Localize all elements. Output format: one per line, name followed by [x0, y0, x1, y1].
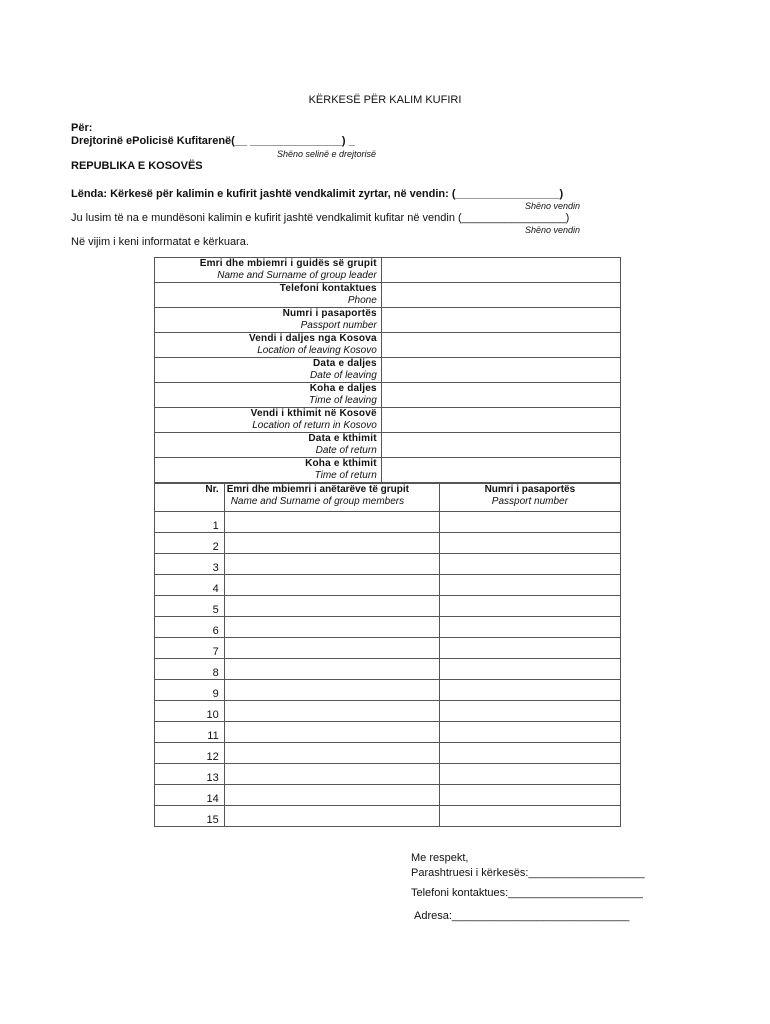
- member-row-number: 4: [155, 575, 225, 596]
- info-label-sq: Koha e kthimit: [305, 458, 377, 469]
- info-label-en: Passport number: [300, 320, 377, 331]
- directorate-line: Drejtorinë ePolicisë Kufitarenë(__ _______________) _: [71, 135, 355, 147]
- info-value-field[interactable]: [381, 358, 620, 383]
- info-row-label: [155, 458, 382, 483]
- member-name-field[interactable]: [224, 638, 439, 659]
- member-row: [155, 554, 621, 575]
- member-row-number: 3: [155, 554, 225, 575]
- member-row-number: 2: [155, 533, 225, 554]
- member-row: [155, 638, 621, 659]
- col-name-label-en: Name and Surname of group members: [230, 496, 405, 507]
- member-passport-field[interactable]: [439, 680, 620, 701]
- member-passport-field[interactable]: [439, 764, 620, 785]
- info-row-label: [155, 433, 382, 458]
- info-label-en: Date of return: [315, 445, 377, 456]
- info-label-en: Time of leaving: [309, 395, 377, 406]
- member-passport-field[interactable]: [439, 638, 620, 659]
- subject-note: Shëno vendin: [525, 201, 581, 211]
- phone-line: Telefoni kontaktues:______________________: [411, 887, 643, 899]
- intro-text: Në vijim i keni informatat e kërkuara.: [71, 236, 249, 248]
- member-row: [155, 575, 621, 596]
- info-row-label: [155, 308, 382, 333]
- info-row-label: [155, 258, 382, 283]
- group-info-table: [154, 257, 621, 483]
- info-value-field[interactable]: [381, 408, 620, 433]
- info-value-field[interactable]: [381, 283, 620, 308]
- info-value-field[interactable]: [381, 333, 620, 358]
- info-row: [155, 383, 621, 408]
- member-name-field[interactable]: [224, 701, 439, 722]
- member-row-number: 8: [155, 659, 225, 680]
- members-table-header: [155, 484, 621, 512]
- member-name-field[interactable]: [224, 806, 439, 827]
- per-label: Për:: [71, 122, 93, 134]
- subject-line: Lënda: Kërkesë për kalimin e kufirit jashtë vendkalimit zyrtar, në vendin: (_________________): [71, 188, 564, 200]
- member-row: [155, 617, 621, 638]
- member-row: [155, 785, 621, 806]
- member-row-number: 13: [155, 764, 225, 785]
- member-name-field[interactable]: [224, 785, 439, 806]
- info-value-field[interactable]: [381, 258, 620, 283]
- member-row: [155, 680, 621, 701]
- info-label-en: Phone: [347, 295, 377, 306]
- request-line: Ju lusim të na e mundësoni kalimin e kufirit jashtë vendkalimit kufitar në vendin (_________________): [71, 212, 570, 224]
- info-label-sq: Koha e daljes: [309, 383, 377, 394]
- info-label-sq: Data e kthimit: [308, 433, 377, 444]
- member-row: [155, 512, 621, 533]
- info-value-field[interactable]: [381, 383, 620, 408]
- member-name-field[interactable]: [224, 764, 439, 785]
- info-label-en: Date of leaving: [310, 370, 377, 381]
- info-label-en: Time of return: [314, 470, 377, 481]
- col-pass-label-en: Passport number: [491, 496, 568, 507]
- republic-label: REPUBLIKA E KOSOVËS: [71, 160, 203, 172]
- member-passport-field[interactable]: [439, 617, 620, 638]
- document-title: KËRKESË PËR KALIM KUFIRI: [308, 94, 462, 106]
- col-pass-label-sq: Numri i pasaportës: [484, 484, 576, 495]
- member-name-field[interactable]: [224, 659, 439, 680]
- member-row-number: 7: [155, 638, 225, 659]
- col-name-label-sq: Emri dhe mbiemri i anëtarëve të grupit: [226, 484, 409, 495]
- member-row-number: 10: [155, 701, 225, 722]
- member-row: [155, 743, 621, 764]
- info-row: [155, 283, 621, 308]
- member-name-field[interactable]: [224, 722, 439, 743]
- col-pass-header: [439, 484, 620, 512]
- info-row-label: [155, 383, 382, 408]
- member-row: [155, 596, 621, 617]
- member-passport-field[interactable]: [439, 533, 620, 554]
- member-passport-field[interactable]: [439, 722, 620, 743]
- member-row-number: 5: [155, 596, 225, 617]
- info-row: [155, 358, 621, 383]
- info-row: [155, 408, 621, 433]
- member-row-number: 9: [155, 680, 225, 701]
- col-nr-label: Nr.: [205, 484, 219, 495]
- member-passport-field[interactable]: [439, 659, 620, 680]
- member-passport-field[interactable]: [439, 596, 620, 617]
- info-row: [155, 258, 621, 283]
- member-passport-field[interactable]: [439, 554, 620, 575]
- member-name-field[interactable]: [224, 743, 439, 764]
- member-name-field[interactable]: [224, 533, 439, 554]
- info-label-sq: Telefoni kontaktues: [279, 283, 377, 294]
- info-label-en: Name and Surname of group leader: [217, 270, 377, 281]
- member-row: [155, 533, 621, 554]
- member-name-field[interactable]: [224, 680, 439, 701]
- applicant-line: Parashtruesi i kërkesës:___________________: [411, 867, 645, 879]
- info-row-label: [155, 333, 382, 358]
- info-value-field[interactable]: [381, 308, 620, 333]
- member-passport-field[interactable]: [439, 575, 620, 596]
- member-row-number: 12: [155, 743, 225, 764]
- info-row: [155, 433, 621, 458]
- member-row-number: 11: [155, 722, 225, 743]
- member-row: [155, 806, 621, 827]
- info-label-en: Location of leaving Kosovo: [257, 345, 377, 356]
- member-name-field[interactable]: [224, 575, 439, 596]
- address-line: Adresa:_____________________________: [414, 910, 630, 922]
- directorate-note: Shëno selinë e drejtorisë: [277, 149, 377, 159]
- info-label-sq: Numri i pasaportës: [282, 308, 377, 319]
- member-row-number: 15: [155, 806, 225, 827]
- member-passport-field[interactable]: [439, 806, 620, 827]
- request-note: Shëno vendin: [525, 225, 581, 235]
- col-nr-header: [155, 484, 225, 512]
- info-label-sq: Vendi i daljes nga Kosova: [248, 333, 377, 344]
- info-row-label: [155, 358, 382, 383]
- member-row: [155, 701, 621, 722]
- member-name-field[interactable]: [224, 554, 439, 575]
- info-label-en: Location of return in Kosovo: [252, 420, 377, 431]
- info-row: [155, 308, 621, 333]
- member-row-number: 1: [155, 512, 225, 533]
- member-passport-field[interactable]: [439, 701, 620, 722]
- info-row-label: [155, 283, 382, 308]
- member-passport-field[interactable]: [439, 512, 620, 533]
- member-row: [155, 659, 621, 680]
- closing-regards: Me respekt,: [411, 852, 469, 864]
- member-passport-field[interactable]: [439, 785, 620, 806]
- member-row-number: 6: [155, 617, 225, 638]
- member-name-field[interactable]: [224, 596, 439, 617]
- info-value-field[interactable]: [381, 458, 620, 483]
- member-row-number: 14: [155, 785, 225, 806]
- info-row: [155, 333, 621, 358]
- col-name-header: [224, 484, 439, 512]
- member-row: [155, 722, 621, 743]
- info-value-field[interactable]: [381, 433, 620, 458]
- member-row: [155, 764, 621, 785]
- member-passport-field[interactable]: [439, 743, 620, 764]
- info-label-sq: Vendi i kthimit në Kosovë: [250, 408, 377, 419]
- members-table: [154, 483, 621, 827]
- info-row-label: [155, 408, 382, 433]
- info-label-sq: Emri dhe mbiemri i guidës së grupit: [199, 258, 377, 269]
- info-label-sq: Data e daljes: [313, 358, 377, 369]
- member-name-field[interactable]: [224, 512, 439, 533]
- member-name-field[interactable]: [224, 617, 439, 638]
- info-row: [155, 458, 621, 483]
